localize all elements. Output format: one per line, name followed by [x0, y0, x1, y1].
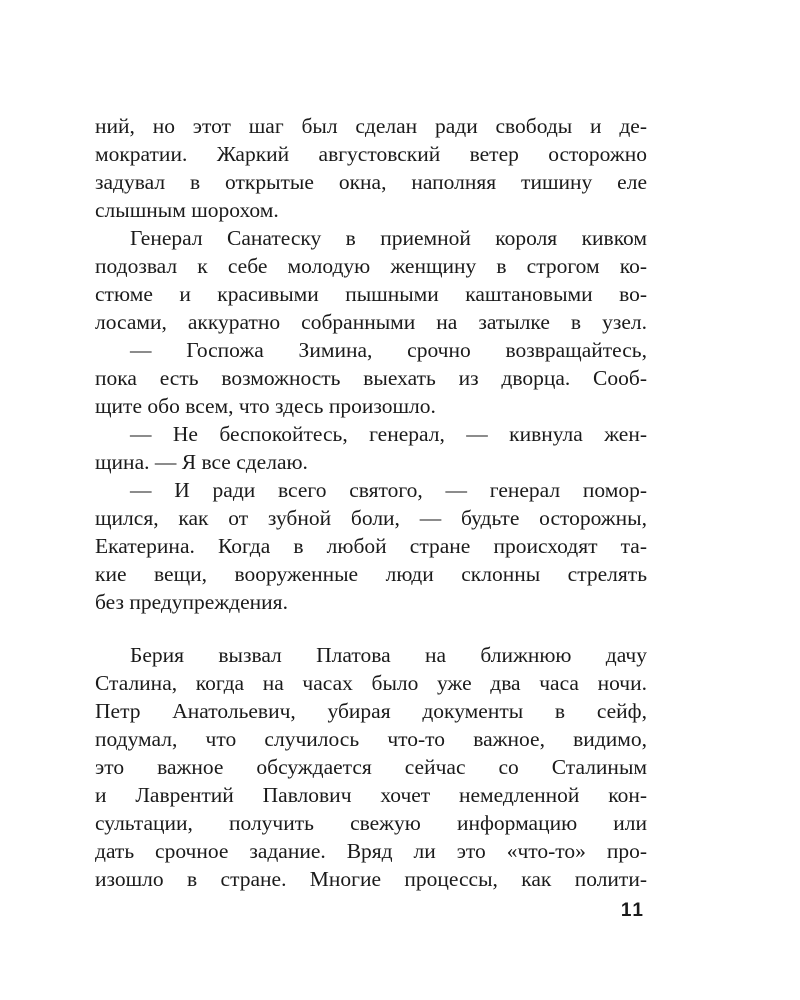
text-line: щился, как от зубной боли, — будьте осторожны,: [95, 506, 647, 530]
text-line: Петр Анатольевич, убирая документы в сейф,: [95, 699, 647, 723]
text-line: без предупреждения.: [95, 590, 288, 614]
text-line: лосами, аккуратно собранными на затылке в узел.: [95, 310, 647, 334]
text-line: подозвал к себе молодую женщину в строгом ко-: [95, 254, 647, 278]
text-line: подумал, что случилось что-то важное, видимо,: [95, 727, 647, 751]
text-line: щина. — Я все сделаю.: [95, 450, 308, 474]
text-line: — Не беспокойтесь, генерал, — кивнула жен-: [130, 422, 647, 446]
text-line: ний, но этот шаг был сделан ради свободы и де-: [95, 114, 647, 138]
text-line: и Лаврентий Павлович хочет немедленной кон-: [95, 783, 647, 807]
text-line: щите обо всем, что здесь произошло.: [95, 394, 436, 418]
text-line: Генерал Санатеску в приемной короля кивком: [130, 226, 647, 250]
text-line: Сталина, когда на часах было уже два часа ночи.: [95, 671, 647, 695]
page-number: 11: [620, 900, 645, 921]
text-line: сультации, получить свежую информацию или: [95, 811, 647, 835]
text-line: кие вещи, вооруженные люди склонны стрелять: [95, 562, 647, 586]
text-line: изошло в стране. Многие процессы, как полити-: [95, 867, 647, 891]
text-line: Екатерина. Когда в любой стране происходят та-: [95, 534, 647, 558]
text-line: — Госпожа Зимина, срочно возвращайтесь,: [130, 338, 647, 362]
text-line: пока есть возможность выехать из дворца. Сооб-: [95, 366, 647, 390]
text-line: стюме и красивыми пышными каштановыми во-: [95, 282, 647, 306]
text-line: Берия вызвал Платова на ближнюю дачу: [130, 643, 647, 667]
text-line: слышным шорохом.: [95, 198, 279, 222]
text-line: задувал в открытые окна, наполняя тишину еле: [95, 170, 647, 194]
text-line: мократии. Жаркий августовский ветер осторожно: [95, 142, 647, 166]
text-line: это важное обсуждается сейчас со Сталиным: [95, 755, 647, 779]
text-line: — И ради всего святого, — генерал помор-: [130, 478, 647, 502]
text-line: дать срочное задание. Вряд ли это «что-то» про-: [95, 839, 647, 863]
